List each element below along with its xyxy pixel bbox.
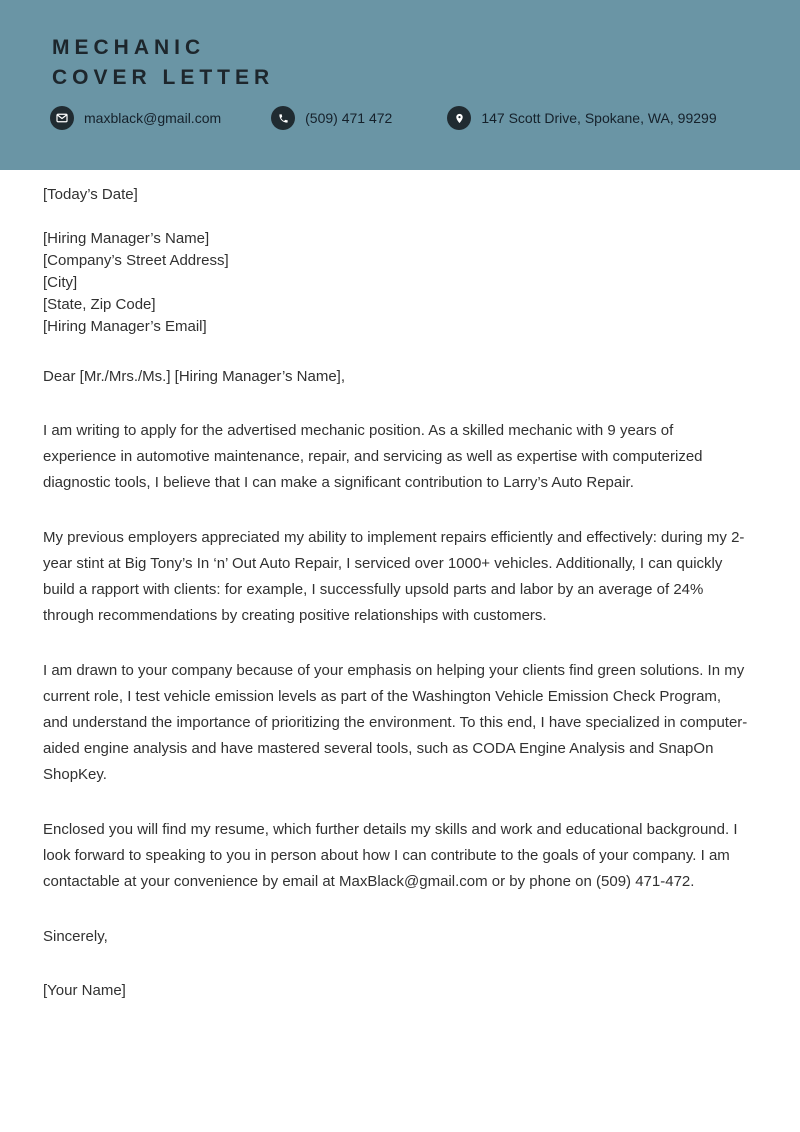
paragraph-intro: I am writing to apply for the advertised mechanic position. As a skilled mechanic with 9 years of experience in automotive maintenance, repair, and servicing as well as expertise with computerized diagnostic tools, I believe that I can make a significant contribution to Larry’s Auto Repair.: [43, 422, 703, 491]
contact-phone: [271, 106, 392, 130]
recipient-email: [Hiring Manager’s Email]: [43, 318, 207, 335]
phone-icon: [271, 106, 295, 130]
title-line-1: MECHANIC: [52, 36, 206, 59]
letter-body: [0, 170, 800, 1004]
date-placeholder: [Today’s Date]: [43, 186, 138, 203]
signature-placeholder: [Your Name]: [43, 982, 126, 999]
contact-location-text: 147 Scott Drive, Spokane, WA, 99299: [481, 110, 717, 126]
paragraph-experience: My previous employers appreciated my ability to implement repairs efficiently and effectively: during my 2-year stint at Big Tony’s In ‘n’ Out Auto Repair, I serviced over 1000+ vehicles. Additionally, I can quickly build a rapport with clients: for example, I successfully upsold parts and labor by an average of 24% through recommendations by creating positive relationships with customers.: [43, 529, 745, 624]
contact-phone-text: (509) 471 472: [305, 110, 393, 126]
letterhead: [0, 0, 800, 170]
recipient-name: [Hiring Manager’s Name]: [43, 230, 210, 247]
contact-row: [50, 106, 748, 130]
paragraph-closing-info: Enclosed you will find my resume, which further details my skills and work and educational background. I look forward to speaking to you in person about how I can contribute to the goals of your company. I am contactable at your convenience by email at MaxBlack@gmail.com or by phone on (509) 471-472.: [43, 821, 738, 890]
salutation: Dear [Mr./Mrs./Ms.] [Hiring Manager’s Name],: [43, 368, 346, 385]
recipient-street: [Company’s Street Address]: [43, 252, 229, 269]
contact-email-text: maxblack@gmail.com: [84, 110, 222, 126]
location-icon: [447, 106, 471, 130]
recipient-block: [43, 228, 750, 338]
contact-location: [447, 106, 716, 130]
recipient-state-zip: [State, Zip Code]: [43, 296, 156, 313]
title-line-2: COVER LETTER: [52, 66, 275, 89]
page-title: [52, 33, 748, 93]
closing: Sincerely,: [43, 928, 108, 945]
recipient-city: [City]: [43, 274, 78, 291]
email-icon: [50, 106, 74, 130]
paragraph-motivation: I am drawn to your company because of your emphasis on helping your clients find green solutions. In my current role, I test vehicle emission levels as part of the Washington Vehicle Emission Check Program, and understand the importance of prioritizing the environment. To this end, I have specialized in computer-aided engine analysis and have mastered several tools, such as CODA Engine Analysis and SnapOn ShopKey.: [43, 662, 748, 783]
contact-email: [50, 106, 221, 130]
